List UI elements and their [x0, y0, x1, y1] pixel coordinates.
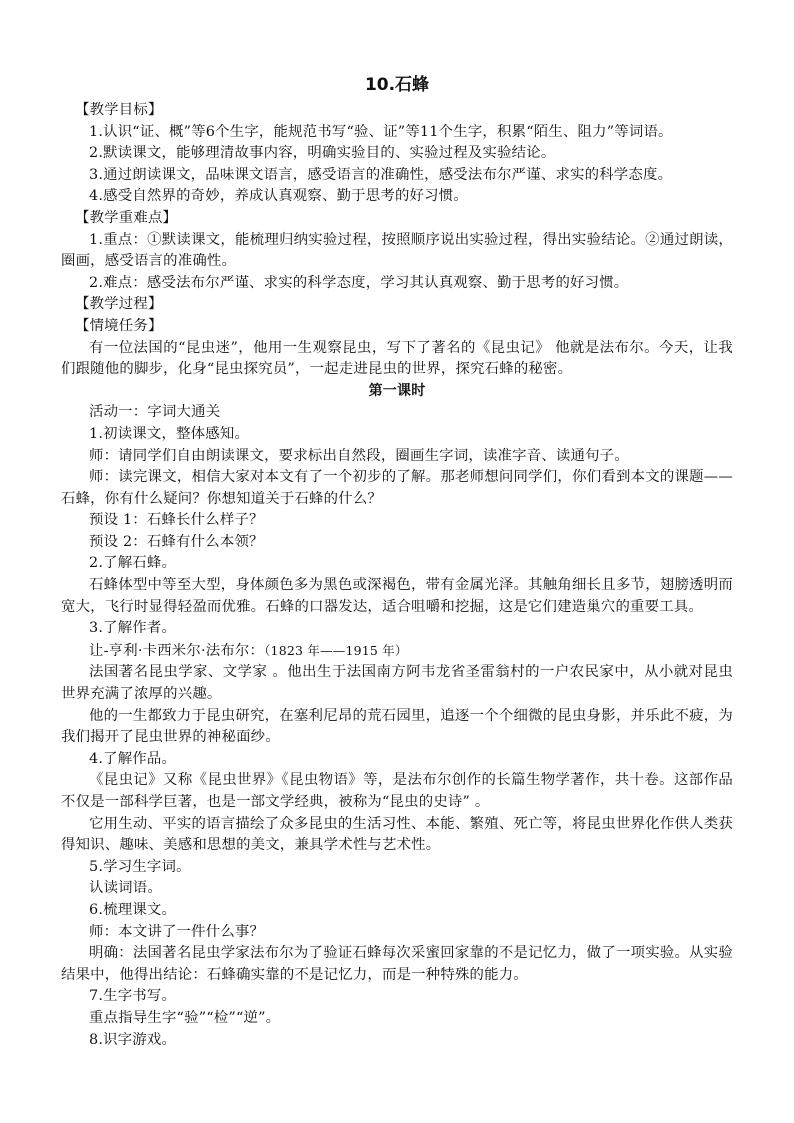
paragraph: 6.梳理课文。 [89, 901, 177, 918]
page-title: 10.石蜂 [364, 75, 430, 95]
author-line [61, 640, 733, 663]
paragraph: 预设 2：石蜂有什么本领？ [89, 533, 264, 550]
paragraph: 《昆虫记》又称《昆虫世界》《昆虫物语》等，是法布尔创作的长篇生物学著作，共十卷。这部作品不仅是一部科学巨著，也是一部文学经典，被称为“昆虫的史诗” 。 [61, 772, 733, 810]
paragraph: 3.通过朗读课文，品味课文语言，感受语言的准确性，感受法布尔严谨、求实的科学态度。 [89, 166, 673, 183]
paragraph: 他的一生都致力于昆虫研究，在塞利尼昂的荒石园里，追逐一个个细微的昆虫身影，并乐此不疲，为我们揭开了昆虫世界的神秘面纱。 [61, 707, 733, 746]
author-dates: （1823 年——1915 年） [264, 642, 408, 658]
section-heading: 【教学目标】 [75, 102, 163, 118]
paragraph: 4.了解作品。 [89, 750, 177, 767]
paragraph: 认读词语。 [89, 880, 162, 897]
section-heading: 【教学重难点】 [75, 209, 178, 226]
paragraph: 2.难点：感受法布尔严谨、求实的科学态度，学习其认真观察、勤于思考的好习惯。 [89, 274, 629, 291]
paragraph: 8.识字游戏。 [89, 1031, 177, 1048]
paragraph: 2.默读课文，能够理清故事内容，明确实验目的、实验过程及实验结论。 [89, 145, 556, 162]
paragraph: 石蜂体型中等至大型，身体颜色多为黑色或深褐色，带有金属光泽。其触角细长且多节，翅膀透明而宽大，飞行时显得轻盈而优雅。石蜂的口器发达，适合咀嚼和挖掘，这是它们建造巢穴的重要工具。 [61, 577, 733, 615]
paragraph: 有一位法国的“昆虫迷”，他用一生观察昆虫，写下了著名的《昆虫记》 他就是法布尔。今天，让我们跟随他的脚步，化身“昆虫探究员”，一起走进昆虫的世界，探究石蜂的秘密。 [61, 339, 733, 378]
paragraph: 法国著名昆虫学家、文学家 。他出生于法国南方阿韦龙省圣雷翁村的一户农民家中，从小就对昆虫世界充满了浓厚的兴趣。 [61, 664, 733, 703]
paragraph: 1.认识“证、概”等6个生字，能规范书写“验、证”等11个生字，积累“陌生、阻力”等词语。 [89, 123, 673, 140]
paragraph: 它用生动、平实的语言描绘了众多昆虫的生活习性、本能、繁殖、死亡等，将昆虫世界化作供人类获得知识、趣味、美感和思想的美文，兼具学术性与艺术性。 [61, 815, 733, 854]
paragraph: 重点指导生字“验”“检”“逆”。 [89, 1009, 281, 1026]
paragraph: 师：请同学们自由朗读课文，要求标出自然段，圈画生字词，读准字音、读通句子。 [89, 447, 629, 464]
section-heading: 【教学过程】 [75, 296, 163, 313]
paragraph: 师：本文讲了一件什么事？ [89, 923, 265, 940]
paragraph: 5.学习生字词。 [89, 858, 191, 875]
paragraph: 7.生字书写。 [89, 988, 177, 1005]
paragraph: 预设 1：石蜂长什么样子？ [89, 512, 264, 529]
paragraph: 2.了解石蜂。 [89, 555, 177, 572]
paragraph: 1.初读课文，整体感知。 [89, 425, 250, 442]
lesson-heading: 第一课时 [368, 382, 426, 399]
paragraph: 1.重点：①默读课文，能梳理归纳实验过程，按照顺序说出实验过程，得出实验结论。②通过朗读，圈画，感受语言的准确性。 [61, 231, 733, 270]
paragraph: 4.感受自然界的奇妙，养成认真观察、勤于思考的好习惯。 [89, 188, 468, 205]
paragraph: 活动一：字词大通关 [89, 404, 221, 421]
author-name: 让-亨利·卡西米尔·法布尔： [89, 642, 265, 659]
document-body [61, 100, 733, 1051]
paragraph: 明确：法国著名昆虫学家法布尔为了验证石蜂每次采蜜回家靠的不是记忆力，做了一项实验。从实验结果中，他得出结论：石蜂确实靠的不是记忆力，而是一种特殊的能力。 [61, 945, 733, 983]
paragraph: 3.了解作者。 [89, 620, 177, 637]
paragraph: 师：读完课文，相信大家对本文有了一个初步的了解。那老师想问同学们，你们看到本文的课题——石蜂，你有什么疑问？你想知道关于石蜂的什么？ [61, 469, 733, 507]
section-heading: 【情境任务】 [75, 317, 163, 334]
